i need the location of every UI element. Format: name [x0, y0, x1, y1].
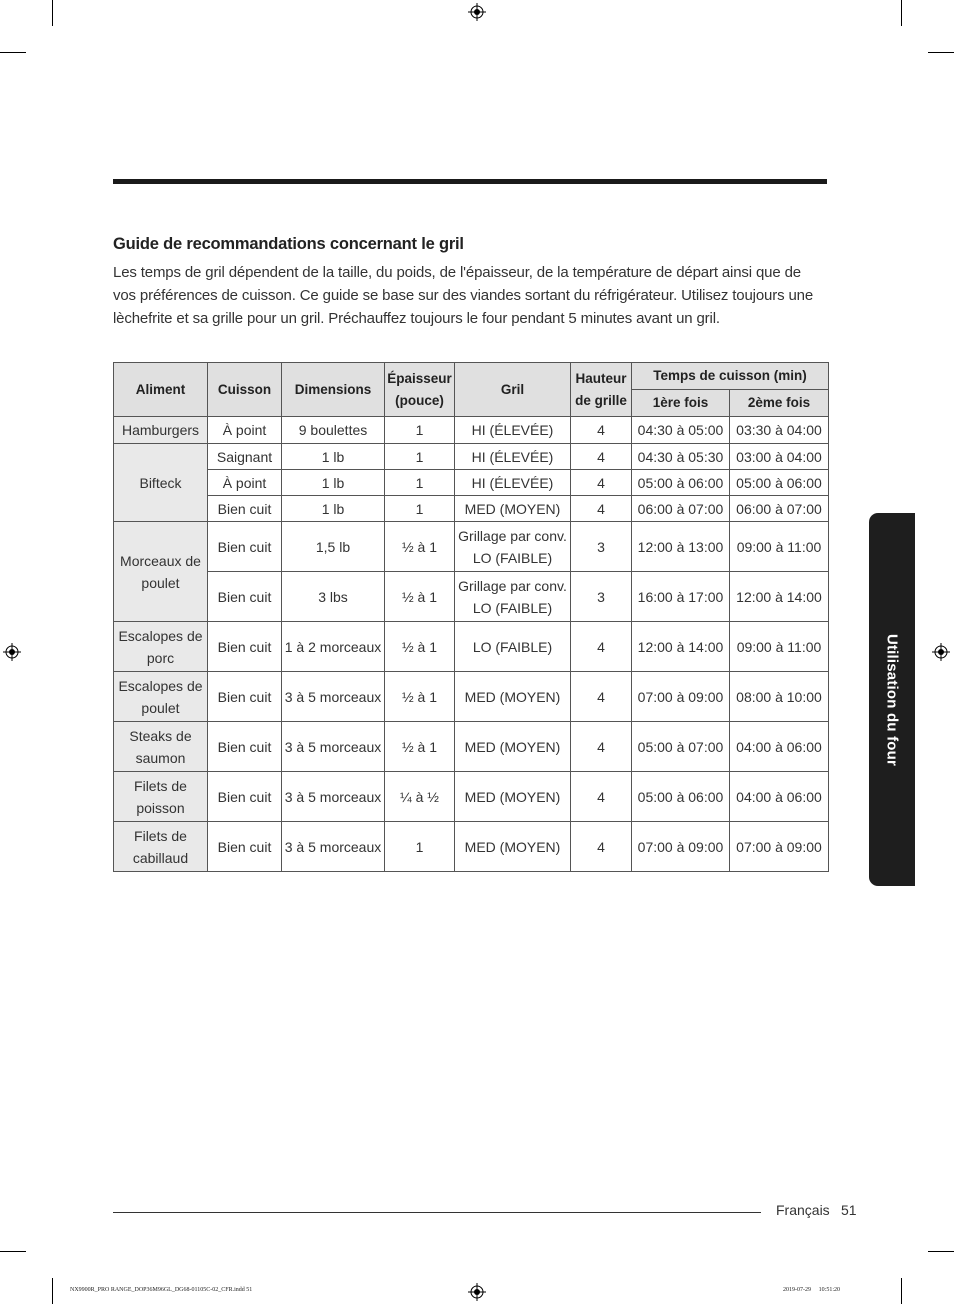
crop-mark: [0, 52, 26, 53]
thickness-cell: ½ à 1: [385, 672, 455, 722]
doneness-cell: À point: [208, 470, 282, 496]
first-time-cell: 07:00 à 09:00: [632, 672, 730, 722]
table-row: [114, 417, 829, 444]
header-first-side: 1ère fois: [632, 390, 730, 417]
table-row: [114, 672, 829, 722]
second-time-cell: 12:00 à 14:00: [730, 572, 829, 622]
doneness-cell: Saignant: [208, 444, 282, 470]
doneness-cell: À point: [208, 417, 282, 444]
doneness-cell: Bien cuit: [208, 622, 282, 672]
rack-cell: 4: [571, 672, 632, 722]
thickness-cell: 1: [385, 470, 455, 496]
thickness-cell: ½ à 1: [385, 572, 455, 622]
rack-cell: 4: [571, 622, 632, 672]
thickness-cell: ½ à 1: [385, 522, 455, 572]
dimensions-cell: 1 lb: [282, 444, 385, 470]
dimensions-cell: 1,5 lb: [282, 522, 385, 572]
rack-cell: 4: [571, 822, 632, 872]
registration-mark-icon: [932, 643, 950, 661]
section-intro: Les temps de gril dépendent de la taille, du poids, de l'épaisseur, de la température de départ ainsi que de vos préférences de cuisson. Ce guide se base sur des viandes sortant du réfrigérateur. Utilisez toujours une lèchefrite et sa grille pour un gril. Préchauffez toujours le four pendant 5 minutes avant un gril.: [113, 264, 814, 327]
grill-cell: HI (ÉLEVÉE): [455, 444, 571, 470]
footer-rule: [113, 1212, 761, 1213]
second-time-cell: 09:00 à 11:00: [730, 522, 829, 572]
second-time-cell: 04:00 à 06:00: [730, 772, 829, 822]
grill-cell: MED (MOYEN): [455, 496, 571, 522]
doneness-cell: Bien cuit: [208, 722, 282, 772]
grill-cell: MED (MOYEN): [455, 772, 571, 822]
grill-cell: HI (ÉLEVÉE): [455, 470, 571, 496]
crop-mark: [52, 1278, 53, 1304]
thickness-cell: ½ à 1: [385, 722, 455, 772]
grill-cell: MED (MOYEN): [455, 672, 571, 722]
dimensions-cell: 1 à 2 morceaux: [282, 622, 385, 672]
thickness-cell: ½ à 1: [385, 622, 455, 672]
rack-cell: 4: [571, 722, 632, 772]
doneness-cell: Bien cuit: [208, 522, 282, 572]
first-time-cell: 04:30 à 05:00: [632, 417, 730, 444]
footer-language: Français: [776, 1202, 830, 1218]
table-row: [114, 496, 829, 522]
header-cooking-time: Temps de cuisson (min): [632, 363, 829, 390]
first-time-cell: 04:30 à 05:30: [632, 444, 730, 470]
rack-cell: 3: [571, 522, 632, 572]
crop-mark: [901, 0, 902, 26]
table-row: [114, 822, 829, 872]
first-time-cell: 07:00 à 09:00: [632, 822, 730, 872]
second-time-cell: 08:00 à 10:00: [730, 672, 829, 722]
table-row: [114, 722, 829, 772]
first-time-cell: 06:00 à 07:00: [632, 496, 730, 522]
header-dimensions: Dimensions: [282, 363, 385, 417]
doneness-cell: Bien cuit: [208, 572, 282, 622]
second-time-cell: 03:00 à 04:00: [730, 444, 829, 470]
second-time-cell: 09:00 à 11:00: [730, 622, 829, 672]
table-row: [114, 622, 829, 672]
crop-mark: [52, 0, 53, 26]
crop-mark: [901, 1278, 902, 1304]
page-number: 51: [841, 1202, 857, 1218]
registration-mark-icon: [468, 3, 486, 21]
grill-cell: Grillage par conv. LO (FAIBLE): [455, 572, 571, 622]
food-cell: Escalopes de porc: [114, 622, 208, 672]
rack-cell: 4: [571, 470, 632, 496]
first-time-cell: 05:00 à 06:00: [632, 470, 730, 496]
section-top-rule: [113, 179, 827, 184]
dimensions-cell: 3 à 5 morceaux: [282, 822, 385, 872]
thickness-cell: 1: [385, 417, 455, 444]
food-cell: Steaks de saumon: [114, 722, 208, 772]
print-slug-date: 2019-07-29 ￿ 10:51:20: [783, 1287, 840, 1293]
second-time-cell: 05:00 à 06:00: [730, 470, 829, 496]
first-time-cell: 12:00 à 13:00: [632, 522, 730, 572]
grill-cell: MED (MOYEN): [455, 722, 571, 772]
rack-cell: 4: [571, 444, 632, 470]
thickness-cell: ¼ à ½: [385, 772, 455, 822]
thickness-cell: 1: [385, 496, 455, 522]
rack-cell: 3: [571, 572, 632, 622]
dimensions-cell: 1 lb: [282, 496, 385, 522]
table-row: [114, 572, 829, 622]
grill-guide-table: [113, 362, 829, 872]
header-thickness: Épaisseur (pouce): [385, 363, 455, 417]
crop-mark: [928, 1251, 954, 1252]
header-second-side: 2ème fois: [730, 390, 829, 417]
dimensions-cell: 3 à 5 morceaux: [282, 722, 385, 772]
registration-mark-icon: [3, 643, 21, 661]
dimensions-cell: 3 lbs: [282, 572, 385, 622]
header-doneness: Cuisson: [208, 363, 282, 417]
food-cell: Filets de poisson: [114, 772, 208, 822]
doneness-cell: Bien cuit: [208, 672, 282, 722]
second-time-cell: 04:00 à 06:00: [730, 722, 829, 772]
crop-mark: [0, 1251, 26, 1252]
crop-mark: [928, 52, 954, 53]
thickness-cell: 1: [385, 444, 455, 470]
rack-cell: 4: [571, 772, 632, 822]
first-time-cell: 05:00 à 07:00: [632, 722, 730, 772]
table-row: [114, 470, 829, 496]
table-row: [114, 444, 829, 470]
side-chapter-label: Utilisation du four: [883, 633, 901, 766]
doneness-cell: Bien cuit: [208, 822, 282, 872]
first-time-cell: 12:00 à 14:00: [632, 622, 730, 672]
food-cell: Hamburgers: [114, 417, 208, 444]
second-time-cell: 03:30 à 04:00: [730, 417, 829, 444]
registration-mark-icon: [468, 1283, 486, 1301]
second-time-cell: 06:00 à 07:00: [730, 496, 829, 522]
dimensions-cell: 3 à 5 morceaux: [282, 772, 385, 822]
dimensions-cell: 1 lb: [282, 470, 385, 496]
grill-cell: HI (ÉLEVÉE): [455, 417, 571, 444]
header-grill: Gril: [455, 363, 571, 417]
doneness-cell: Bien cuit: [208, 772, 282, 822]
side-chapter-tab: [869, 513, 915, 886]
dimensions-cell: 3 à 5 morceaux: [282, 672, 385, 722]
rack-cell: 4: [571, 417, 632, 444]
doneness-cell: Bien cuit: [208, 496, 282, 522]
first-time-cell: 05:00 à 06:00: [632, 772, 730, 822]
food-cell: Bifteck: [114, 444, 208, 522]
thickness-cell: 1: [385, 822, 455, 872]
first-time-cell: 16:00 à 17:00: [632, 572, 730, 622]
dimensions-cell: 9 boulettes: [282, 417, 385, 444]
table-row: [114, 522, 829, 572]
header-food: Aliment: [114, 363, 208, 417]
food-cell: Morceaux de poulet: [114, 522, 208, 622]
grill-cell: LO (FAIBLE): [455, 622, 571, 672]
second-time-cell: 07:00 à 09:00: [730, 822, 829, 872]
food-cell: Filets de cabillaud: [114, 822, 208, 872]
table-row: [114, 772, 829, 822]
section-title: Guide de recommandations concernant le gril: [113, 235, 464, 253]
print-slug-file: NX9900R_PRO RANGE_DOP36M96GL_DG68-01105C-02_CFR.indd 51: [70, 1287, 253, 1293]
rack-cell: 4: [571, 496, 632, 522]
header-rack: Hauteur de grille: [571, 363, 632, 417]
food-cell: Escalopes de poulet: [114, 672, 208, 722]
grill-cell: Grillage par conv. LO (FAIBLE): [455, 522, 571, 572]
grill-cell: MED (MOYEN): [455, 822, 571, 872]
